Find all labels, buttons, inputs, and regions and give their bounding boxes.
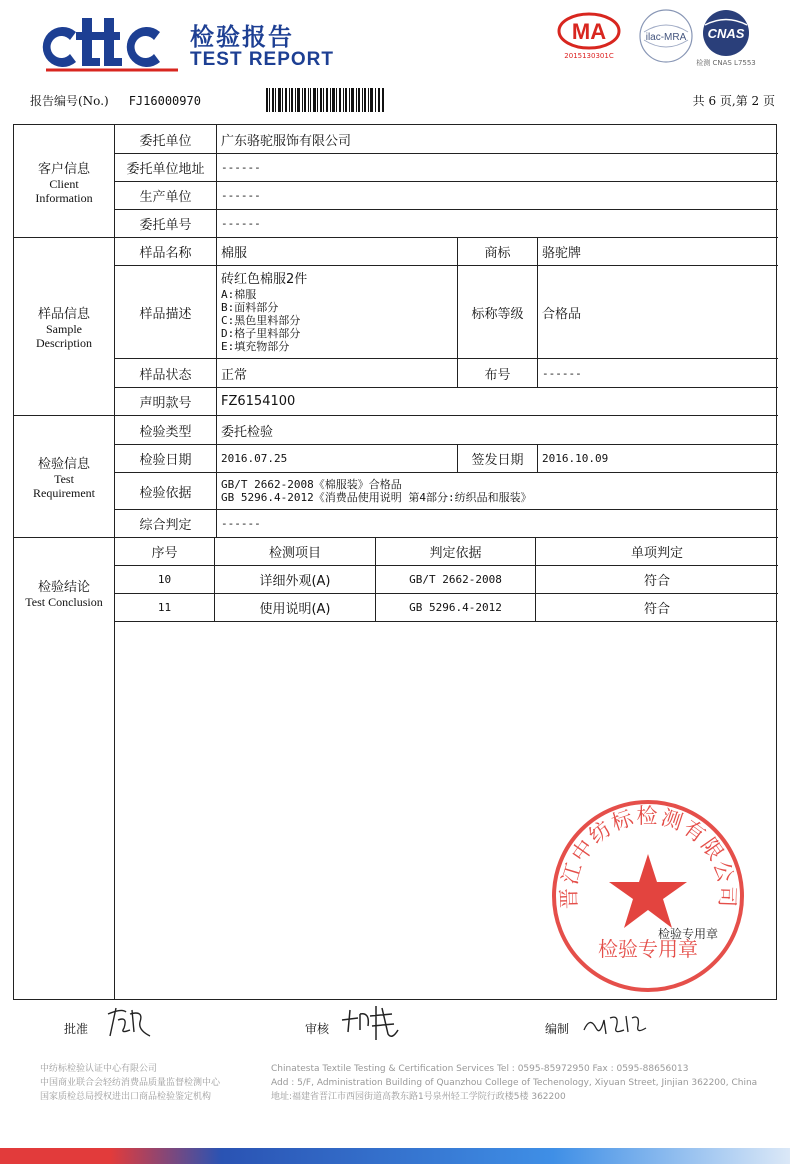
footer-address-en: Add : 5/F, Administration Building of Quanzhou College of Techenology, Xiyuan Street, Jinjian 362200, China	[271, 1078, 758, 1088]
ilac-mark-icon	[636, 6, 696, 66]
cma-mark-icon	[554, 10, 624, 52]
client-section-cn: 客户信息	[37, 161, 90, 177]
test-date-label: 检验日期	[115, 445, 217, 473]
footer-left	[40, 1062, 220, 1104]
brand-value: 骆驼牌	[538, 238, 778, 266]
conclusion-row-1-item: 详细外观(A)	[215, 566, 376, 594]
cma-number: 2015130301C	[564, 52, 614, 60]
order-number-label: 委托单号	[115, 210, 217, 238]
overall-judgement-value: ------	[217, 510, 778, 538]
conclusion-header-result: 单项判定	[536, 538, 778, 566]
requirement-section-header	[14, 416, 115, 538]
footer-left-line-2: 中国商业联合会轻纺消费品质量监督检测中心	[40, 1078, 221, 1088]
client-section-en-2: Information	[35, 190, 93, 205]
client-section-en-1: Client	[49, 176, 79, 191]
review-label: 审核	[305, 1022, 330, 1036]
requirement-section-en-2: Requirement	[33, 486, 95, 500]
conclusion-row-2-no: 11	[115, 594, 215, 622]
cma-certification	[554, 10, 624, 60]
sample-name-value: 棉服	[217, 238, 458, 266]
cloth-number-label: 布号	[458, 359, 538, 388]
manufacturer-value: ------	[217, 182, 778, 210]
approver-signature	[100, 1000, 160, 1040]
stamp-center-text: 检验专用章	[598, 937, 698, 961]
conclusion-row-1-basis: GB/T 2662-2008	[376, 566, 536, 594]
test-type-value: 委托检验	[217, 416, 778, 445]
sample-desc-line-1: 砖红色棉服2件	[221, 271, 308, 287]
cnas-number: 检测 CNAS L7553	[696, 59, 756, 67]
test-basis-label: 检验依据	[115, 473, 217, 510]
client-address-label: 委托单位地址	[115, 154, 217, 182]
barcode-icon	[266, 88, 384, 112]
test-basis-line-1: GB/T 2662-2008《棉服装》合格品	[221, 478, 402, 491]
sample-desc-value	[217, 266, 458, 359]
style-number-value: FZ6154100	[217, 388, 778, 416]
conclusion-row-1-no: 10	[115, 566, 215, 594]
report-number-line	[30, 92, 201, 109]
grade-label: 标称等级	[458, 266, 538, 359]
issue-date-label: 签发日期	[458, 445, 538, 473]
ilac-label: ilac-MRA	[645, 32, 687, 43]
test-date-value: 2016.07.25	[217, 445, 458, 473]
test-basis-value	[217, 473, 778, 510]
report-number: FJ16000970	[128, 94, 201, 108]
stamp-overlay-text: 检验专用章	[657, 927, 719, 941]
footer-left-line-1: 中纺标检验认证中心有限公司	[40, 1064, 158, 1074]
ilac-certification	[636, 6, 696, 66]
conclusion-row-1-result: 符合	[536, 566, 778, 594]
brand-label: 商标	[458, 238, 538, 266]
footer-right	[271, 1062, 757, 1104]
client-name-value: 广东骆驼服饰有限公司	[217, 125, 778, 154]
bottom-color-bar	[0, 1148, 790, 1164]
reviewer-signature	[336, 1000, 406, 1044]
conclusion-header-item: 检测项目	[215, 538, 376, 566]
brand-title-cn: 检验报告	[190, 23, 294, 51]
cnas-mark-icon	[694, 8, 758, 58]
test-type-label: 检验类型	[115, 416, 217, 445]
footer-contact-line: Chinatesta Textile Testing & Certification Services Tel : 0595-85972950 Fax : 0595-88656013	[271, 1064, 689, 1074]
sample-desc-line-3: B:面料部分	[221, 300, 279, 314]
footer-address-cn: 地址:福建省晋江市西园街道高教东路1号泉州轻工学院行政楼5楼 362200	[271, 1092, 566, 1102]
order-number-value: ------	[217, 210, 778, 238]
compile-label: 编制	[545, 1022, 570, 1036]
cnas-certification	[694, 8, 758, 68]
conclusion-row-2-basis: GB 5296.4-2012	[376, 594, 536, 622]
cma-label: MA	[571, 19, 607, 44]
client-section-header	[14, 125, 115, 238]
cloth-number-value: ------	[538, 359, 778, 388]
sample-section-en-1: Sample	[46, 322, 82, 336]
sample-desc-line-6: E:填充物部分	[221, 339, 290, 353]
conclusion-header-no: 序号	[115, 538, 215, 566]
conclusion-section-header	[14, 538, 115, 999]
stamp-ring-text: 晋江中纺标检测有限公司	[556, 804, 740, 910]
conclusion-row-2-result: 符合	[536, 594, 778, 622]
compiler-signature	[580, 1006, 650, 1040]
brand-title-en: TEST REPORT	[190, 49, 335, 70]
sample-state-value: 正常	[217, 359, 458, 388]
report-number-label: 报告编号(No.)	[30, 94, 109, 108]
sample-section-en-2: Description	[36, 336, 92, 350]
sample-desc-line-4: C:黑色里料部分	[221, 313, 301, 327]
approve-label: 批准	[64, 1022, 89, 1036]
conclusion-header-basis: 判定依据	[376, 538, 536, 566]
requirement-section-en-1: Test	[54, 472, 74, 486]
conclusion-section-en: Test Conclusion	[25, 595, 103, 609]
cnas-label: CNAS	[707, 26, 745, 41]
issue-date-value: 2016.10.09	[538, 445, 778, 473]
footer-left-line-3: 国家质检总局授权进出口商品检验鉴定机构	[40, 1092, 212, 1102]
sample-desc-line-2: A:棉服	[221, 287, 257, 301]
overall-judgement-label: 综合判定	[115, 510, 217, 538]
client-label: 委托单位	[115, 125, 217, 154]
test-basis-line-2: GB 5296.4-2012《消费品使用说明 第4部分:纺织品和服装》	[221, 491, 532, 504]
stamp-star-icon	[609, 854, 687, 928]
style-number-label: 声明款号	[115, 388, 217, 416]
sample-state-label: 样品状态	[115, 359, 217, 388]
requirement-section-cn: 检验信息	[37, 457, 90, 472]
grade-value: 合格品	[538, 266, 778, 359]
conclusion-row-2-item: 使用说明(A)	[215, 594, 376, 622]
client-address-value: ------	[217, 154, 778, 182]
sample-section-cn: 样品信息	[37, 307, 90, 322]
conclusion-section-cn: 检验结论	[37, 580, 90, 595]
manufacturer-label: 生产单位	[115, 182, 217, 210]
inspection-stamp	[548, 796, 748, 996]
sample-section-header	[14, 238, 115, 416]
page-count: 共 6 页,第 2 页	[692, 94, 775, 108]
sample-desc-line-5: D:格子里料部分	[221, 326, 301, 340]
sample-name-label: 样品名称	[115, 238, 217, 266]
sample-desc-label: 样品描述	[115, 266, 217, 359]
cttc-logo	[42, 14, 182, 76]
